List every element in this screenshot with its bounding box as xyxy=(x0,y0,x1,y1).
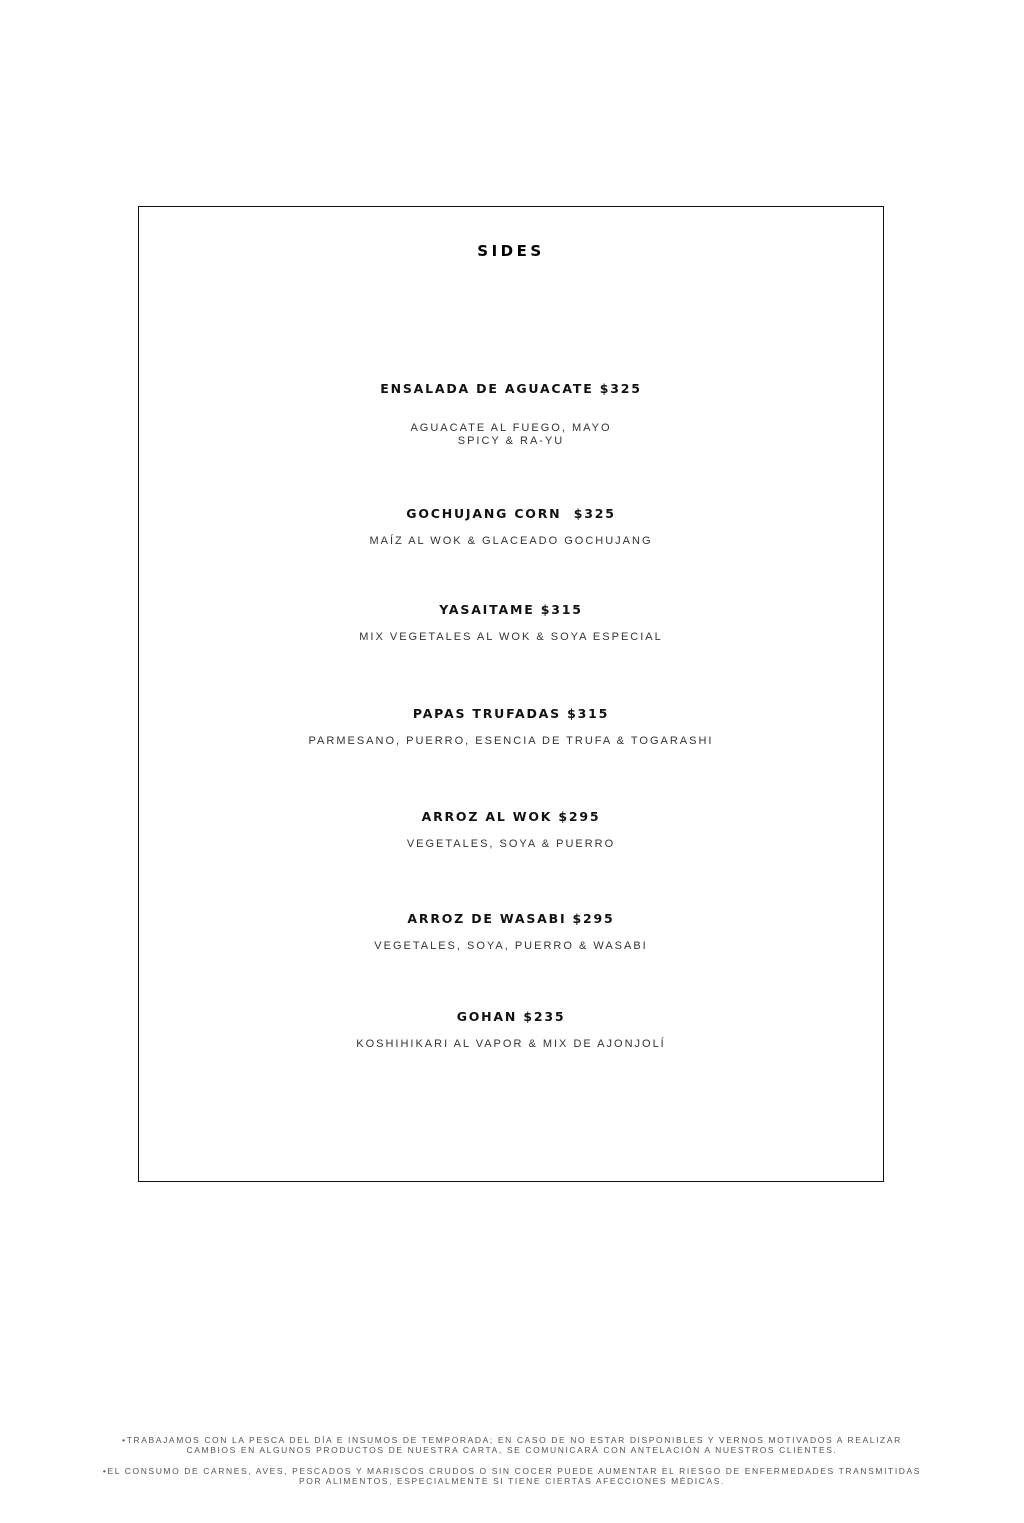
item-description: VEGETALES, SOYA & PUERRO xyxy=(406,838,616,850)
menu-frame xyxy=(138,206,884,1182)
menu-title: SIDES xyxy=(477,242,545,260)
footer-note-line: •TRABAJAMOS CON LA PESCA DEL DÍA E INSUMOS DE TEMPORADA; EN CASO DE NO ESTAR DISPONIBLES Y VERNOS MOTIVADOS A REALIZAR xyxy=(122,1435,902,1445)
item-description: PARMESANO, PUERRO, ESENCIA DE TRUFA & TOGARASHI xyxy=(308,735,714,747)
menu-item xyxy=(139,602,883,644)
footer-note-line: CAMBIOS EN ALGUNOS PRODUCTOS DE NUESTRA CARTA, SE COMUNICARÁ CON ANTELACIÓN A NUESTROS CLIENTES. xyxy=(186,1445,838,1455)
item-description: KOSHIHIKARI AL VAPOR & MIX DE AJONJOLÍ xyxy=(356,1038,666,1050)
item-description-line: AGUACATE AL FUEGO, MAYO xyxy=(410,422,612,434)
item-description: MIX VEGETALES AL WOK & SOYA ESPECIAL xyxy=(359,631,663,643)
menu-item xyxy=(139,706,883,748)
item-name: GOHAN $235 xyxy=(456,1009,566,1024)
menu-item xyxy=(139,506,883,548)
item-description: MAÍZ AL WOK & GLACEADO GOCHUJANG xyxy=(369,535,653,547)
item-name: YASAITAME $315 xyxy=(439,602,583,617)
item-description-line: SPICY & RA-YU xyxy=(457,435,565,447)
menu-item xyxy=(139,1009,883,1051)
footer-note-line: •EL CONSUMO DE CARNES, AVES, PESCADOS Y MARISCOS CRUDOS O SIN COCER PUEDE AUMENTAR EL RIESGO DE ENFERMEDADES TRANSMITIDAS xyxy=(102,1466,922,1476)
menu-item xyxy=(139,809,883,851)
menu-item xyxy=(139,911,883,953)
menu-item xyxy=(139,381,883,448)
footer-note xyxy=(0,1466,1024,1486)
item-name: ENSALADA DE AGUACATE $325 xyxy=(380,381,642,396)
item-name: GOCHUJANG CORN $325 xyxy=(406,506,616,521)
footer-note xyxy=(0,1435,1024,1455)
item-name: ARROZ DE WASABI $295 xyxy=(407,911,615,926)
item-name: ARROZ AL WOK $295 xyxy=(421,809,601,824)
item-description xyxy=(139,422,883,448)
item-description: VEGETALES, SOYA, PUERRO & WASABI xyxy=(374,940,648,952)
item-name: PAPAS TRUFADAS $315 xyxy=(412,706,610,721)
footer-note-line: POR ALIMENTOS, ESPECIALMENTE SI TIENE CIERTAS AFECCIONES MÉDICAS. xyxy=(299,1476,725,1486)
